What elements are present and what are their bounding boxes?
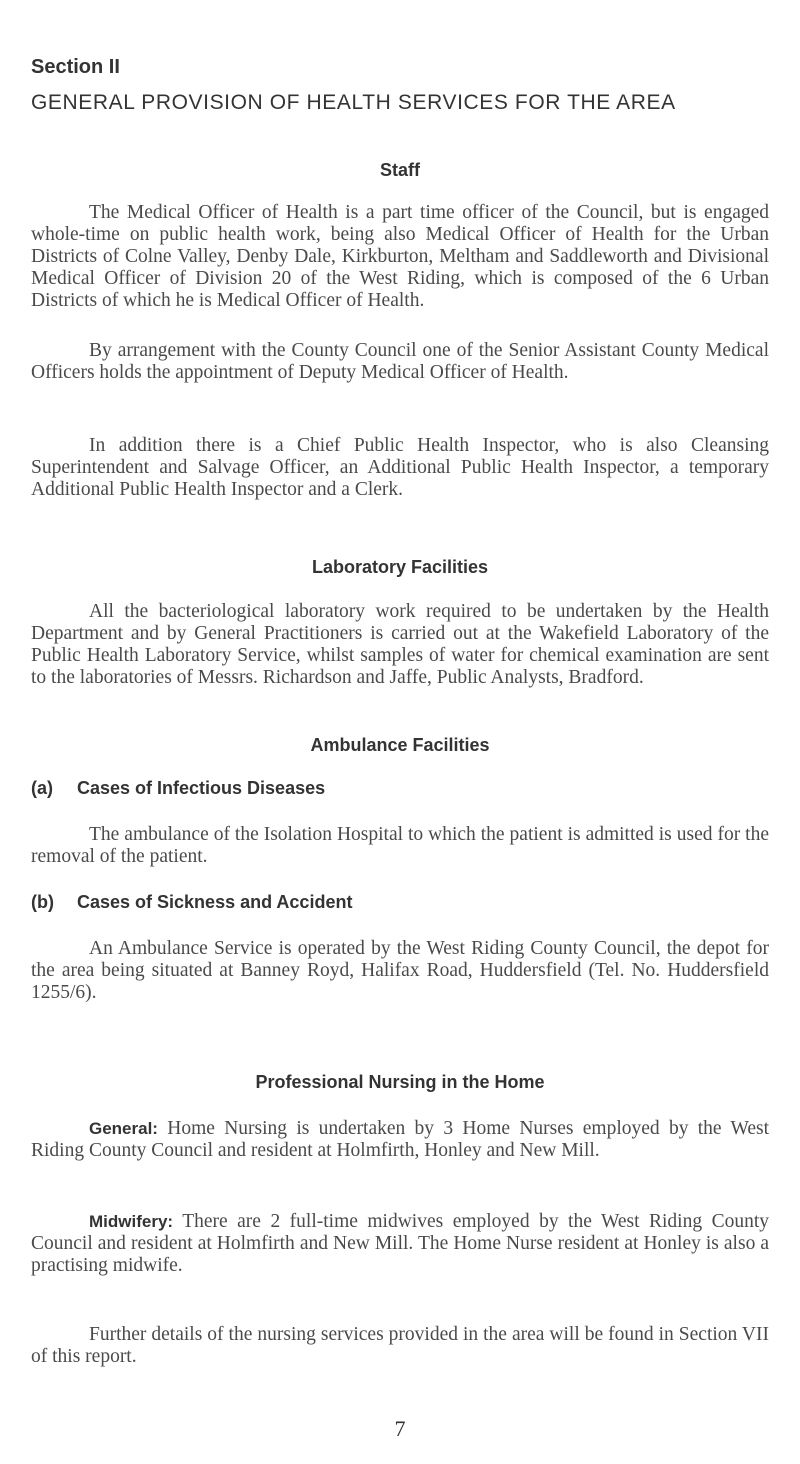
subsection-b-label: (b) xyxy=(31,892,54,912)
subsection-a-title: Cases of Infectious Diseases xyxy=(77,778,326,798)
ambulance-subsection-b xyxy=(31,892,352,913)
staff-paragraph-2: By arrangement with the County Council one of the Senior Assistant County Medical Officers holds the appointment of Deputy Medical Officer of Health. xyxy=(31,340,769,383)
subsection-b-title: Cases of Sickness and Accident xyxy=(77,892,353,912)
general-text: Home Nursing is undertaken by 3 Home Nurses employed by the West Riding County Council and resident at Holmfirth, Honley and New Mill. xyxy=(31,1118,770,1161)
subsection-a-label: (a) xyxy=(31,778,53,798)
midwifery-label: Midwifery: xyxy=(89,1212,174,1231)
ambulance-b-paragraph: An Ambulance Service is operated by the West Riding County Council, the depot for the area being situated at Banney Royd, Halifax Road, Huddersfield (Tel. No. Huddersfield 1255/6). xyxy=(31,938,769,1003)
laboratory-paragraph: All the bacteriological laboratory work required to be undertaken by the Health Department and by General Practitioners is carried out at the Wakefield Laboratory of the Public Health Laboratory Service, whilst samples of water for chemical examination are sent to the laboratories of Messrs. Richardson and Jaffe, Public Analysts, Bradford. xyxy=(31,601,769,688)
ambulance-a-paragraph: The ambulance of the Isolation Hospital to which the patient is admitted is used for the removal of the patient. xyxy=(31,824,769,867)
general-label: General: xyxy=(89,1119,158,1138)
ambulance-subsection-a xyxy=(31,778,325,799)
page-number: 7 xyxy=(394,1416,406,1441)
staff-heading: Staff xyxy=(380,160,420,180)
nursing-heading: Professional Nursing in the Home xyxy=(255,1072,545,1092)
page-title: GENERAL PROVISION OF HEALTH SERVICES FOR THE AREA xyxy=(31,91,676,114)
ambulance-heading: Ambulance Facilities xyxy=(310,735,490,755)
nursing-general-paragraph xyxy=(31,1118,769,1162)
nursing-further-paragraph: Further details of the nursing services provided in the area will be found in Section VII of this report. xyxy=(31,1324,769,1367)
midwifery-text: There are 2 full-time midwives employed by the West Riding County Council and resident at Holmfirth and New Mill. The Home Nurse resident at Honley is also a practising midwife. xyxy=(31,1211,769,1276)
laboratory-heading: Laboratory Facilities xyxy=(311,557,489,577)
nursing-midwifery-paragraph xyxy=(31,1211,769,1277)
section-label: Section II xyxy=(31,56,120,78)
staff-paragraph-3: In addition there is a Chief Public Health Inspector, who is also Cleansing Superintendent and Salvage Officer, an Additional Public Health Inspector, a temporary Additional Public Health Inspector and a Clerk. xyxy=(31,435,769,500)
staff-paragraph-1: The Medical Officer of Health is a part time officer of the Council, but is engaged whole-time on public health work, being also Medical Officer of Health for the Urban Districts of Colne Valley, Denby Dale, Kirkburton, Meltham and Saddleworth and Divisional Medical Officer of Division 20 of the West Riding, which is composed of the 6 Urban Districts of which he is Medical Officer of Health. xyxy=(31,202,769,311)
